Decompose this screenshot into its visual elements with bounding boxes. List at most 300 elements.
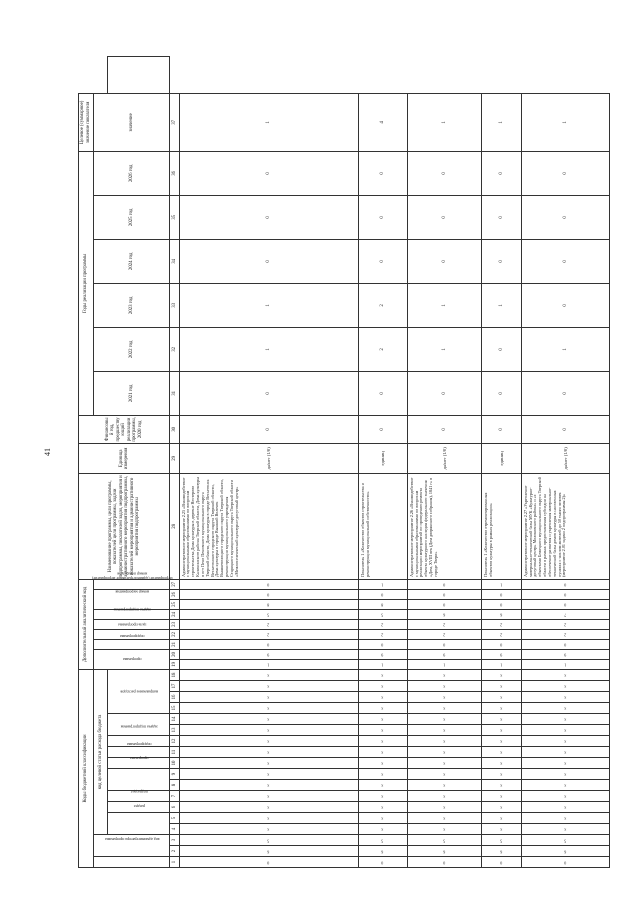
code-cell (521, 791, 609, 802)
code-cell (521, 579, 609, 589)
row-year-value: 0 (358, 195, 407, 239)
code-col-direction-text: направление расходов (120, 689, 158, 695)
code-cell (482, 725, 521, 736)
code-cell-text: 0 (500, 642, 503, 648)
code-cell-text: 0 (267, 582, 270, 588)
code-cell (521, 609, 609, 619)
code-cell-text: 5 (500, 838, 503, 844)
code-cell-text: 0 (381, 642, 384, 648)
code-cell-text: 8 (381, 602, 384, 608)
code-cell-text: x (267, 827, 270, 833)
final-header: Целевое (суммарное) значение показателя (79, 93, 94, 151)
code-cell (179, 669, 358, 680)
code-cell (407, 791, 482, 802)
code-cell-text: 0 (442, 602, 445, 608)
code-cell (358, 736, 407, 747)
column-number: 26 (170, 589, 179, 599)
code-cell-text: x (563, 783, 566, 789)
code-cell (407, 769, 482, 780)
row-year-value: 0 (179, 239, 358, 283)
code-cell (482, 791, 521, 802)
code-cell (482, 639, 521, 649)
code-cell-text: 0 (267, 592, 270, 598)
code-cell-text: 0 (563, 582, 566, 588)
code-cell-text: 1 (500, 582, 503, 588)
code-cell (407, 802, 482, 813)
code-cell (179, 599, 358, 609)
code-cell-text: 2 (442, 622, 445, 628)
code-cell (521, 649, 609, 659)
page-number: 41 (43, 448, 52, 456)
bcc-header: Коды бюджетной классификации (79, 669, 94, 867)
code-cell (179, 846, 358, 857)
row-year-value: 0 (179, 195, 358, 239)
code-col-program-text: программа (129, 756, 149, 762)
code-cell-text: 1 (563, 662, 566, 668)
code-cell (521, 769, 609, 780)
code-cell (482, 846, 521, 857)
code-cell-text: x (381, 739, 384, 745)
code-cell (407, 736, 482, 747)
row-name: Административное мероприятие 2.26 «Взаимодействие с муниципальными образованиями по вопросам реализации мероприятий по проведению ремонта объекта культурного наследия федерального значения «Дом, XVIII век (Дом дворянского собрания), 1841 г» в городе Твери» (407, 473, 482, 579)
code-cell-text: x (381, 728, 384, 734)
code-cell-text: x (381, 750, 384, 756)
table-row (179, 57, 358, 868)
code-cell-text: 2 (381, 632, 384, 638)
code-cell (482, 857, 521, 868)
column-number: 23 (170, 619, 179, 629)
code-cell (179, 579, 358, 589)
adc-col-task-text: задача подпрограммы (113, 607, 151, 613)
code-cell-text: x (442, 816, 445, 822)
code-cell-text: x (563, 695, 566, 701)
code-cell-text: x (500, 728, 503, 734)
code-cell (482, 659, 521, 669)
code-cell-text: 0 (442, 642, 445, 648)
code-cell-text: 0 (442, 582, 445, 588)
code-cell (358, 639, 407, 649)
year-header-2024: 2024 год (93, 239, 170, 283)
code-cell-text: x (442, 695, 445, 701)
column-number: 1 (170, 857, 179, 868)
row-final-value: 1 (179, 93, 358, 151)
code-cell (407, 659, 482, 669)
row-unit: да/нет (1/0) (179, 443, 358, 473)
row-year-value: 1 (179, 327, 358, 371)
code-cell-text: 5 (267, 838, 270, 844)
code-cell-text: x (381, 827, 384, 833)
code-cell (482, 802, 521, 813)
code-cell (521, 703, 609, 714)
year-header-2025: 2025 год (93, 195, 170, 239)
code-cell (179, 758, 358, 769)
code-cell (482, 703, 521, 714)
row-name: Административное мероприятие 2.27 «Укрепление материально-технической базы МУК «Культурно-досуговый центр» Молоковского района» и «с объектами Бежецкого муниципального округа Тверской области в рамках предоставления субсидии на обеспечение развития и укрепления материально-технической базы домов культуры в населенных пунктах с числом жителей до 50 тысяч человек (мероприятие 2.01 задачи 2 подпрограммы 2)» (521, 473, 609, 579)
code-cell (358, 609, 407, 619)
row-final-value: 1 (407, 93, 482, 151)
row-name: Административное мероприятие 2.25 «Взаимодействие с муниципальными образованиями по вопросам строительства Дома культуры в деревне Нестерово Калининского района Тверской области, Дома культуры в пгт Пено Пеновского муниципального округа Тверской области, Дома культуры в городе Весьегонск Весьегонского городского округа Тверской области, Дома культуры в городе Вышний Волочек Вышневолоцкого городского округа Тверской области, реконструкции муниципального учреждения Старицкого муниципального округа Тверской области «Межпоселенческий культурно-досуговый центр» (179, 473, 358, 579)
code-col-razdel-text: раздел (133, 803, 145, 809)
code-col-task-text: задача подпрограммы (120, 724, 158, 730)
code-col-direction (108, 669, 170, 713)
code-cell (358, 599, 407, 609)
year-header-2022: 2022 год (93, 327, 170, 371)
row-year-value: 0 (482, 195, 521, 239)
code-col-podrazdel-text: подраздел (130, 789, 148, 795)
code-cell-text: x (381, 706, 384, 712)
row-year-value: 0 (521, 151, 609, 195)
code-col-blank-a (108, 813, 170, 835)
code-cell (407, 589, 482, 599)
code-cell-text: x (500, 772, 503, 778)
column-number: 12 (170, 736, 179, 747)
bcc-sub-header: код целевой статьи расхода бюджета (93, 669, 108, 834)
code-cell-text: 9 (442, 652, 445, 658)
code-cell-text: x (381, 761, 384, 767)
code-cell-text: x (381, 794, 384, 800)
code-cell (407, 835, 482, 846)
code-cell (521, 835, 609, 846)
code-cell (521, 629, 609, 639)
year-header-2026: 2026 год (93, 151, 170, 195)
column-number: 25 (170, 599, 179, 609)
row-year-value: 0 (482, 239, 521, 283)
column-number: 17 (170, 681, 179, 692)
row-base-year-value: 0 (407, 415, 482, 443)
code-cell-text: 2 (563, 632, 566, 638)
year-header-2023: 2023 год (93, 283, 170, 327)
code-cell-text: x (442, 717, 445, 723)
code-cell (358, 619, 407, 629)
column-number: 34 (170, 239, 179, 283)
column-number: 35 (170, 195, 179, 239)
code-cell (482, 619, 521, 629)
code-cell-text: 0 (500, 602, 503, 608)
code-cell (358, 824, 407, 835)
code-cell-text: 0 (267, 642, 270, 648)
column-number: 8 (170, 780, 179, 791)
column-number: 14 (170, 714, 179, 725)
code-cell (482, 769, 521, 780)
row-year-value: 0 (407, 239, 482, 283)
column-number: 22 (170, 629, 179, 639)
code-cell (358, 758, 407, 769)
code-cell (407, 579, 482, 589)
row-base-year-value: 0 (358, 415, 407, 443)
code-cell-text: x (267, 728, 270, 734)
row-year-value: 0 (407, 195, 482, 239)
row-final-value: 1 (482, 93, 521, 151)
code-cell (179, 835, 358, 846)
code-cell (179, 769, 358, 780)
column-number: 32 (170, 327, 179, 371)
code-cell-text: 9 (563, 652, 566, 658)
code-cell-text: x (500, 761, 503, 767)
code-cell (179, 791, 358, 802)
code-cell (521, 714, 609, 725)
code-cell (482, 758, 521, 769)
code-cell (179, 736, 358, 747)
code-cell-text: 0 (563, 592, 566, 598)
code-cell-text: 2 (500, 632, 503, 638)
code-cell-text: x (381, 816, 384, 822)
code-cell-text: x (500, 805, 503, 811)
code-cell (407, 609, 482, 619)
code-cell (521, 857, 609, 868)
code-cell-text: 0 (442, 592, 445, 598)
adc-col-program-text: программа (122, 657, 142, 663)
code-cell-text: 5 (381, 612, 384, 618)
fy-header: Финансовый год, предшествующий реализации программы, 2020 год (79, 415, 170, 443)
row-final-value: 1 (521, 93, 609, 151)
column-number: 11 (170, 747, 179, 758)
column-number: 33 (170, 283, 179, 327)
code-cell (482, 736, 521, 747)
program-table (78, 56, 610, 868)
code-cell (358, 791, 407, 802)
code-cell-text: 0 (442, 860, 445, 866)
code-cell-text: x (381, 673, 384, 679)
row-year-value: 1 (482, 283, 521, 327)
code-cell (179, 681, 358, 692)
code-cell (521, 725, 609, 736)
row-year-value: 0 (482, 151, 521, 195)
column-number: 4 (170, 824, 179, 835)
code-cell-text: x (267, 739, 270, 745)
code-cell-text: x (381, 805, 384, 811)
row-unit: единиц (482, 443, 521, 473)
code-cell (179, 747, 358, 758)
code-cell (482, 579, 521, 589)
code-col-blank-d (108, 57, 170, 94)
code-cell-text: 2 (381, 622, 384, 628)
code-cell (521, 639, 609, 649)
code-cell (521, 599, 609, 609)
column-number: 2 (170, 846, 179, 857)
code-cell-text: 6 (500, 849, 503, 855)
code-cell-text: x (267, 717, 270, 723)
adc-header: Дополнительный аналитический код (79, 579, 94, 669)
row-year-value: 0 (407, 151, 482, 195)
code-cell-text: x (442, 673, 445, 679)
code-cell (521, 747, 609, 758)
code-cell (407, 813, 482, 824)
row-name: Показатель 1 «Количество объектов строительства и реконструкции муниципальной собственности» (358, 473, 407, 579)
code-cell-text: 5 (563, 838, 566, 844)
column-number: 7 (170, 791, 179, 802)
code-cell-text: x (442, 761, 445, 767)
code-cell-text: 1 (381, 662, 384, 668)
table-row (521, 57, 609, 868)
column-number: 6 (170, 802, 179, 813)
row-year-value: 0 (179, 371, 358, 415)
code-cell (407, 758, 482, 769)
code-cell (179, 649, 358, 659)
code-cell-text: 6 (381, 849, 384, 855)
adc-col-event-number-text: номер мероприятия (115, 589, 149, 595)
code-cell-text: 0 (381, 860, 384, 866)
code-cell-text: x (267, 783, 270, 789)
adc-col-subprogram-text: подпрограмма (119, 633, 145, 639)
row-year-value: 1 (407, 283, 482, 327)
code-cell-text: x (563, 673, 566, 679)
column-number: 29 (170, 443, 179, 473)
code-cell-text: x (563, 772, 566, 778)
code-cell-text: x (563, 761, 566, 767)
code-cell-text: x (267, 706, 270, 712)
code-cell (358, 714, 407, 725)
column-number: 5 (170, 813, 179, 824)
code-cell (358, 681, 407, 692)
code-cell-text: x (267, 805, 270, 811)
code-cell-text: 2 (267, 622, 270, 628)
row-year-value: 0 (358, 239, 407, 283)
code-cell-text: x (563, 706, 566, 712)
code-col-razdel (108, 802, 170, 813)
code-cell-text: x (563, 750, 566, 756)
code-cell (358, 769, 407, 780)
code-cell-text: x (267, 695, 270, 701)
code-cell-text: x (500, 706, 503, 712)
row-year-value: 0 (521, 283, 609, 327)
code-col-program (108, 758, 170, 769)
year-header-2021: 2021 год (93, 371, 170, 415)
code-cell (179, 639, 358, 649)
code-cell (482, 599, 521, 609)
code-cell-text: x (267, 673, 270, 679)
code-cell (521, 669, 609, 680)
code-cell (482, 629, 521, 639)
row-year-value: 1 (521, 327, 609, 371)
code-cell (521, 659, 609, 669)
code-cell-text: x (442, 739, 445, 745)
code-col-admin (93, 837, 170, 868)
code-cell (179, 692, 358, 703)
column-number: 21 (170, 639, 179, 649)
row-year-value: 0 (407, 371, 482, 415)
column-number: 31 (170, 371, 179, 415)
column-number: 3 (170, 835, 179, 846)
code-cell (179, 714, 358, 725)
code-cell (358, 802, 407, 813)
code-cell-text: x (267, 761, 270, 767)
code-cell (521, 736, 609, 747)
code-cell (407, 846, 482, 857)
code-cell (179, 780, 358, 791)
code-cell-text: x (267, 816, 270, 822)
code-cell-text: x (381, 684, 384, 690)
code-cell (521, 758, 609, 769)
code-cell-text: 1 (442, 662, 445, 668)
code-cell (407, 714, 482, 725)
code-cell (521, 681, 609, 692)
code-cell-text: x (381, 695, 384, 701)
code-cell-text: x (500, 739, 503, 745)
adc-col-program (93, 649, 170, 669)
row-unit: да/нет (1/0) (407, 443, 482, 473)
row-year-value: 0 (521, 239, 609, 283)
code-cell-text: 0 (563, 860, 566, 866)
code-cell-text: x (563, 717, 566, 723)
row-year-value: 0 (179, 151, 358, 195)
code-cell-text: x (500, 695, 503, 701)
adc-col-indicator-number-text: номер показателя (116, 571, 147, 577)
code-cell-text: 5 (381, 838, 384, 844)
column-number: 27 (170, 579, 179, 589)
code-cell (179, 589, 358, 599)
code-cell-text: 0 (500, 592, 503, 598)
code-cell (358, 846, 407, 857)
code-cell-text: x (563, 827, 566, 833)
code-cell (179, 609, 358, 619)
code-cell (407, 669, 482, 680)
code-cell (407, 649, 482, 659)
code-cell (358, 835, 407, 846)
column-number: 16 (170, 692, 179, 703)
code-cell (358, 629, 407, 639)
code-cell-text: 6 (267, 849, 270, 855)
code-cell-text: x (381, 717, 384, 723)
code-cell-text: x (381, 772, 384, 778)
table-row (482, 57, 521, 868)
adc-col-goal-text: цель программы (117, 622, 146, 628)
code-cell-text: x (500, 827, 503, 833)
row-year-value: 1 (179, 283, 358, 327)
code-cell-text: 0 (500, 860, 503, 866)
code-cell-text: 7 (563, 612, 566, 618)
code-cell-text: x (442, 728, 445, 734)
code-cell-text: x (442, 783, 445, 789)
code-cell-text: x (500, 717, 503, 723)
column-number: 36 (170, 151, 179, 195)
row-base-year-value: 0 (179, 415, 358, 443)
code-cell (358, 780, 407, 791)
code-cell-text: 0 (563, 602, 566, 608)
code-cell-text: 5 (442, 838, 445, 844)
code-cell (179, 802, 358, 813)
code-cell (521, 589, 609, 599)
code-cell (482, 824, 521, 835)
code-cell-text: 2 (563, 622, 566, 628)
code-col-blank-b (108, 769, 170, 791)
code-cell (407, 857, 482, 868)
column-number: 10 (170, 758, 179, 769)
column-number: 30 (170, 415, 179, 443)
code-cell-text: x (381, 783, 384, 789)
code-cell-text: 2 (500, 622, 503, 628)
code-cell (521, 813, 609, 824)
row-unit: да/нет (1/0) (521, 443, 609, 473)
code-cell-text: 1 (500, 662, 503, 668)
code-cell (407, 824, 482, 835)
code-cell-text: 1 (381, 582, 384, 588)
column-number-row (170, 57, 179, 868)
code-cell (407, 692, 482, 703)
code-cell-text: x (442, 794, 445, 800)
code-cell-text: x (563, 805, 566, 811)
header-row-1 (79, 57, 94, 868)
column-number: 28 (170, 473, 179, 579)
code-cell-text: x (442, 684, 445, 690)
row-year-value: 0 (521, 371, 609, 415)
code-cell (521, 802, 609, 813)
code-cell-text: 6 (442, 612, 445, 618)
table-row (358, 57, 407, 868)
code-cell-text: x (267, 684, 270, 690)
code-cell (358, 725, 407, 736)
rotated-table-page (78, 56, 610, 868)
code-cell (358, 703, 407, 714)
